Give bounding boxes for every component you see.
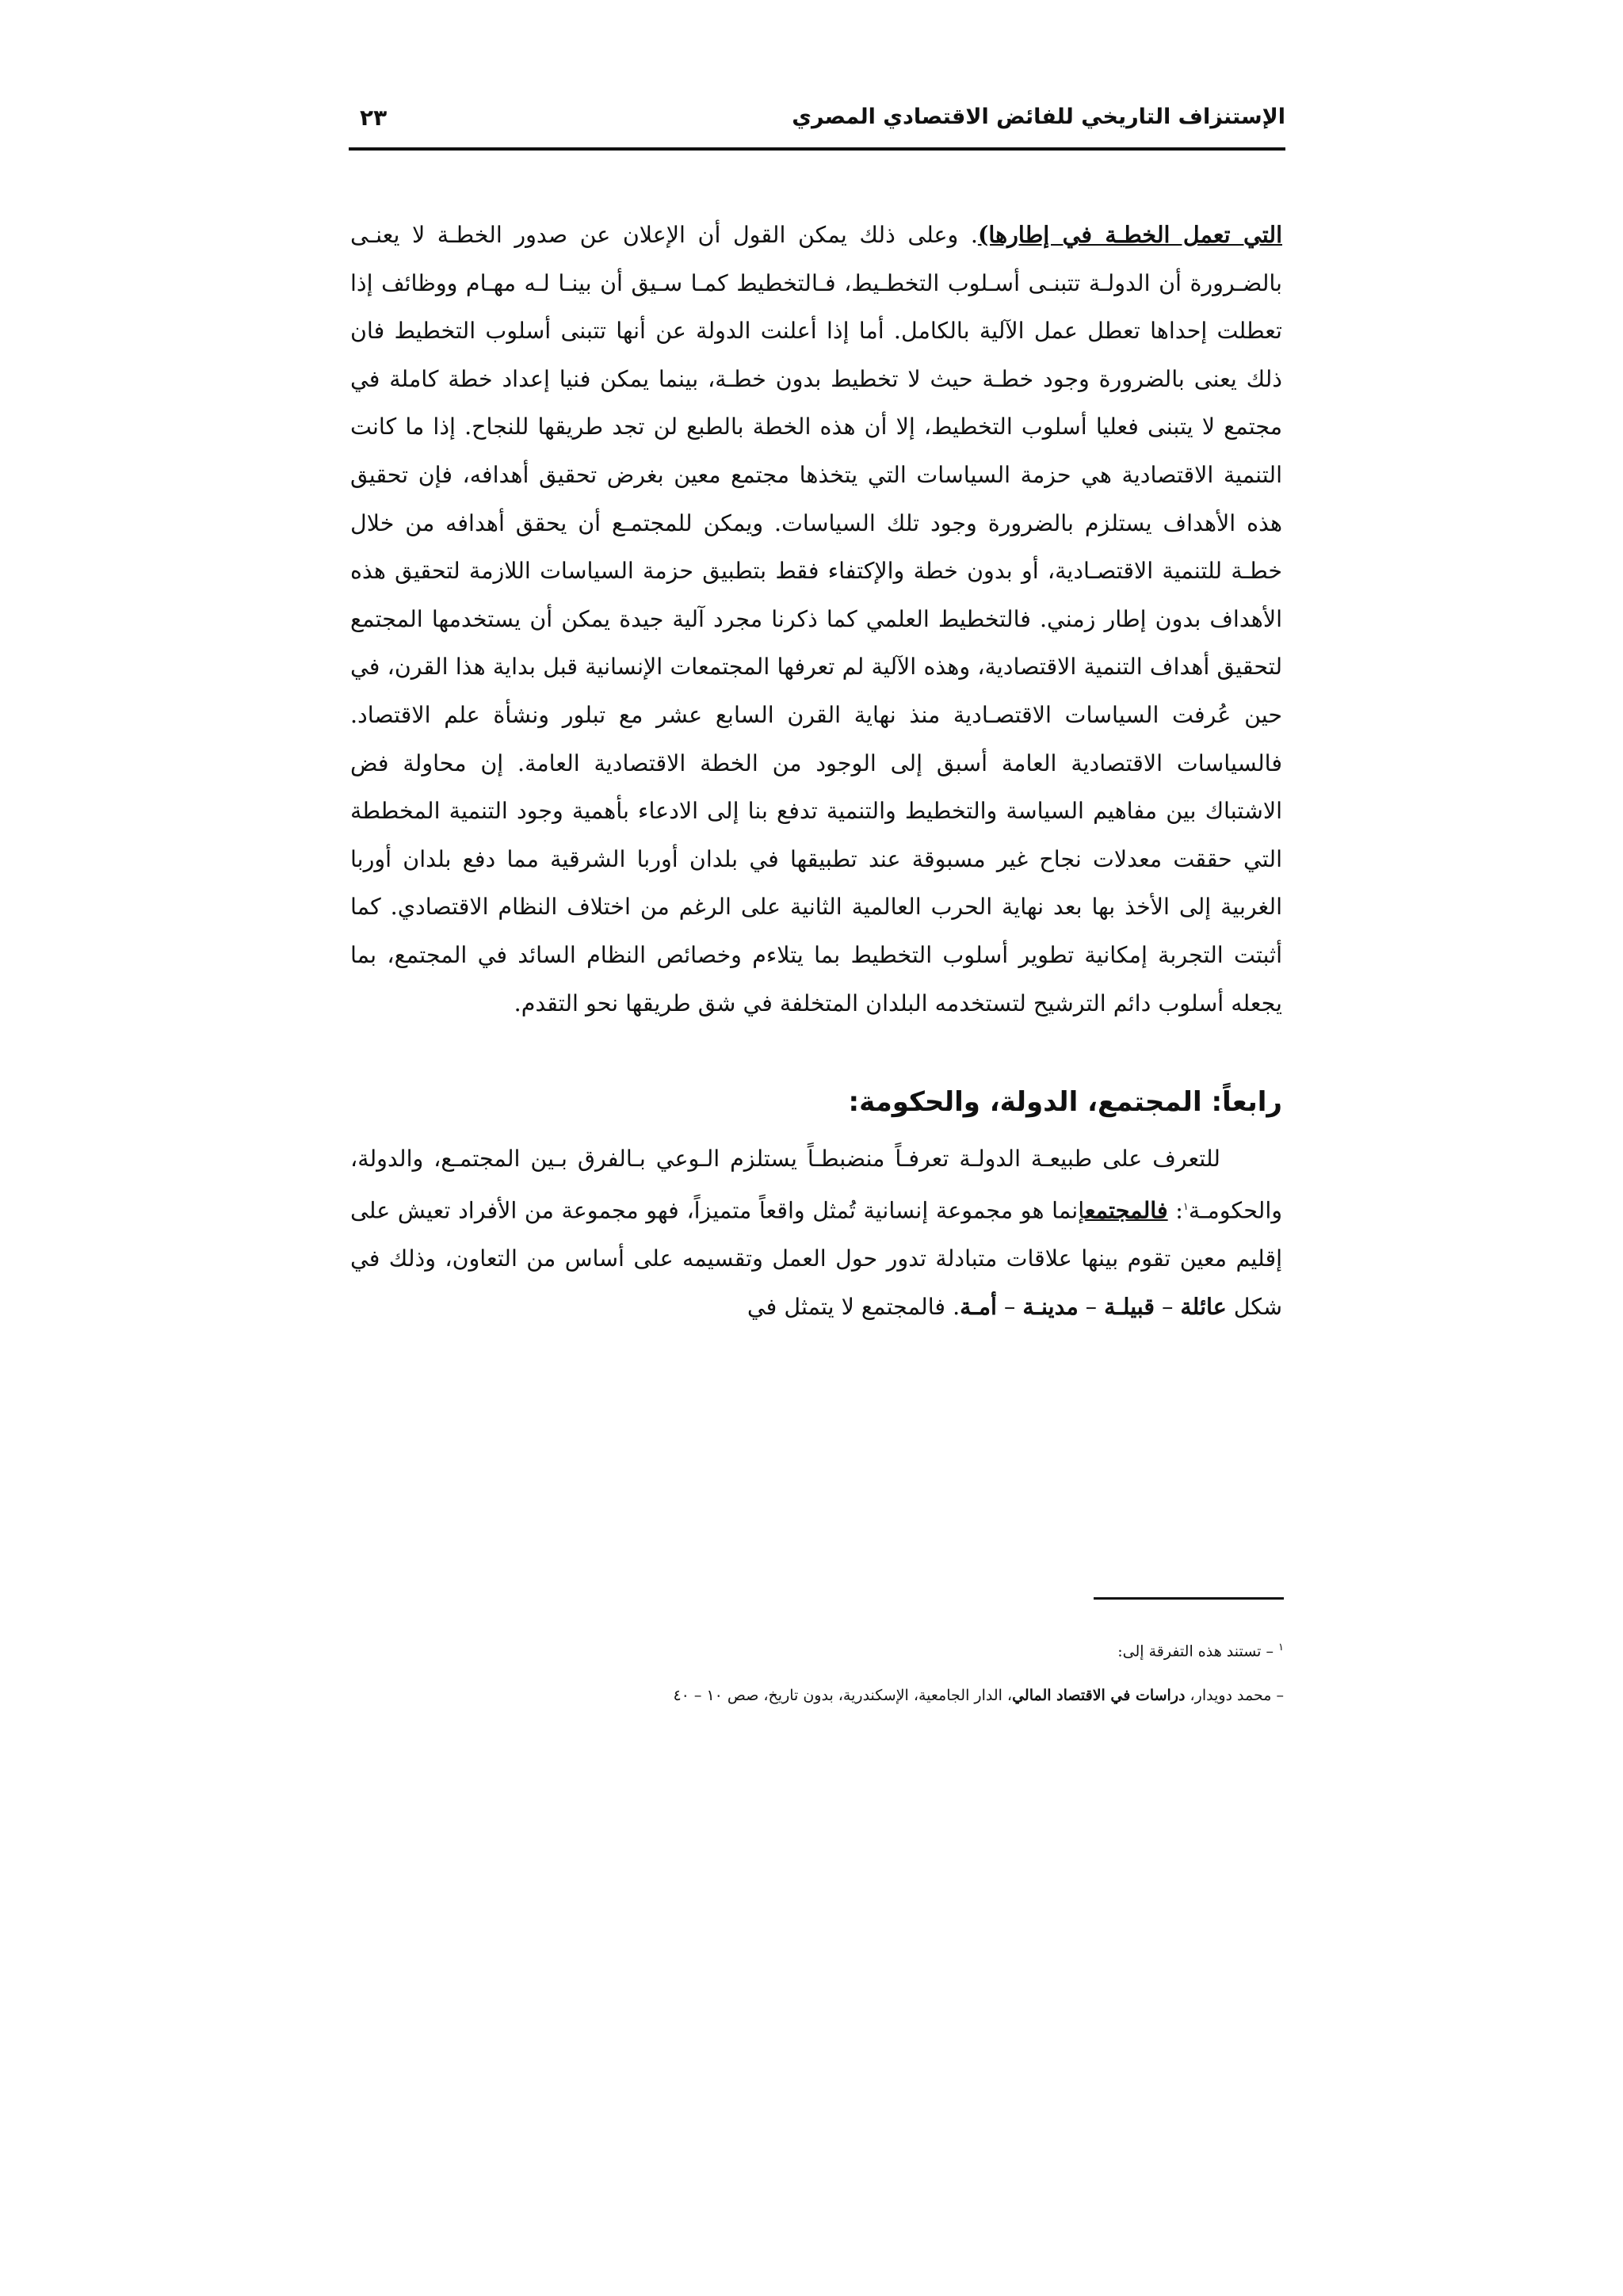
footnote-2	[444, 1673, 1284, 1718]
footnote-1-number: ١	[1278, 1642, 1284, 1653]
footnotes	[444, 1626, 1284, 1718]
footnote-2-suffix: ، الدار الجامعية، الإسكندرية، بدون تاريخ، صص ١٠ – ٤٠	[673, 1687, 1013, 1705]
section-heading: رابعاً: المجتمع، الدولة، والحكومة:	[848, 1086, 1282, 1119]
paragraph-2-part4: . فالمجتمع لا يتمثل في	[747, 1294, 960, 1321]
body-text	[350, 211, 1282, 1332]
paragraph-1-lead: التي تعمل الخطـة في إطارها)	[977, 221, 1282, 248]
running-header	[349, 101, 1285, 144]
header-divider	[349, 147, 1285, 151]
form-dash-3: –	[996, 1294, 1023, 1321]
footnote-2-prefix: – محمد دويدار،	[1185, 1687, 1284, 1705]
footnote-2-title: دراسات في الاقتصاد المالي	[1012, 1687, 1186, 1705]
form-dash-1: –	[1155, 1294, 1181, 1321]
paragraph-2-part2: :	[1167, 1197, 1183, 1224]
form-tribe: قبيلـة	[1104, 1293, 1155, 1321]
form-family: عائلة	[1180, 1293, 1227, 1321]
paragraph-1	[350, 211, 1282, 1028]
footnote-ref-1[interactable]: ١	[1182, 1200, 1189, 1213]
paragraph-2	[350, 1135, 1282, 1332]
footnote-1	[444, 1626, 1284, 1673]
term-society: فالمجتمع	[1084, 1196, 1168, 1224]
page-number: ٢٣	[360, 105, 388, 131]
footnote-1-text: – تستند هذه التفرقة إلى:	[1117, 1642, 1279, 1661]
form-nation: أمـة	[960, 1293, 997, 1321]
form-dash-2: –	[1078, 1294, 1105, 1321]
form-city: مدينـة	[1022, 1293, 1079, 1321]
paragraph-2-part1: للتعرف على طبيعـة الدولـة تعرفـاً منضبطـاً يستلزم الـوعي بـالفرق بـين المجتمـع، والدولة، والحكومـة	[350, 1146, 1282, 1224]
footnote-divider	[1094, 1597, 1284, 1600]
header-title: الإستنزاف التاريخي للفائض الاقتصادي المصري	[792, 105, 1285, 129]
paragraph-1-text: . وعلى ذلك يمكن القول أن الإعلان عن صدور الخطـة لا يعنـى بالضـرورة أن الدولـة تتبنـى أسـلوب التخطـيط، فـالتخطيط كمـا سـيق أن بينـا لـه مهـام ووظائف إذا تعطلت إحداها تعطل عمل الآلية بالكامل. أما إذا أعلنت الدولة عن أنها تتبنى أسلوب التخطيط فان ذلك يعنى بالضرورة وجود خطـة حيث لا تخطيط بدون خطـة، بينما يمكن فنيا إعداد خطة كاملة في مجتمع لا يتبنى فعليا أسلوب التخطيط، إلا أن هذه الخطة بالطبع لن تجد طريقها للنجاح. إذا ما كانت التنمية الاقتصادية هي حزمة السياسات التي يتخذها مجتمع معين بغرض تحقيق أهدافه، فإن تحقيق هذه الأهداف يستلزم بالضرورة وجود تلك السياسات. ويمكن للمجتمـع أن يحقق أهدافه من خلال خطـة للتنمية الاقتصـادية، أو بدون خطة والإكتفاء فقط بتطبيق حزمة السياسات اللازمة لتحقيق هذه الأهداف بدون إطار زمني. فالتخطيط العلمي كما ذكرنا مجرد آلية جيدة يمكن أن يستخدمها المجتمع لتحقيق أهداف التنمية الاقتصادية، وهذه الآلية لم تعرفها المجتمعات الإنسانية قبل بداية هذا القرن، في حين عُرفت السياسات الاقتصـادية منذ نهاية القرن السابع عشر مع تبلور ونشأة علم الاقتصاد. فالسياسات الاقتصادية العامة أسبق إلى الوجود من الخطة الاقتصادية العامة. إن محاولة فض الاشتباك بين مفاهيم السياسة والتخطيط والتنمية تدفع بنا إلى الادعاء بأهمية وجود التنمية المخططة التي حققت معدلات نجاح غير مسبوقة عند تطبيقها في بلدان أوربا الشرقية مما دفع بلدان أوربا الغربية إلى الأخذ بها بعد نهاية الحرب العالمية الثانية على الرغم من اختلاف النظام الاقتصادي. كما أثبتت التجربة إمكانية تطوير أسلوب التخطيط بما يتلاءم وخصائص النظام السائد في المجتمع، بما يجعله أسلوب دائم الترشيح لتستخدمه البلدان المتخلفة في شق طريقها نحو التقدم.	[350, 222, 1282, 1016]
paragraph-2-part3: إنما هو مجموعة إنسانية تُمثل واقعاً متميزاً، فهو مجموعة من الأفراد تعيش على إقليم معين تقوم بينها علاقات متبادلة تدور حول العمل وتقسيمه على أساس من التعاون، وذلك في شكل	[350, 1197, 1282, 1321]
